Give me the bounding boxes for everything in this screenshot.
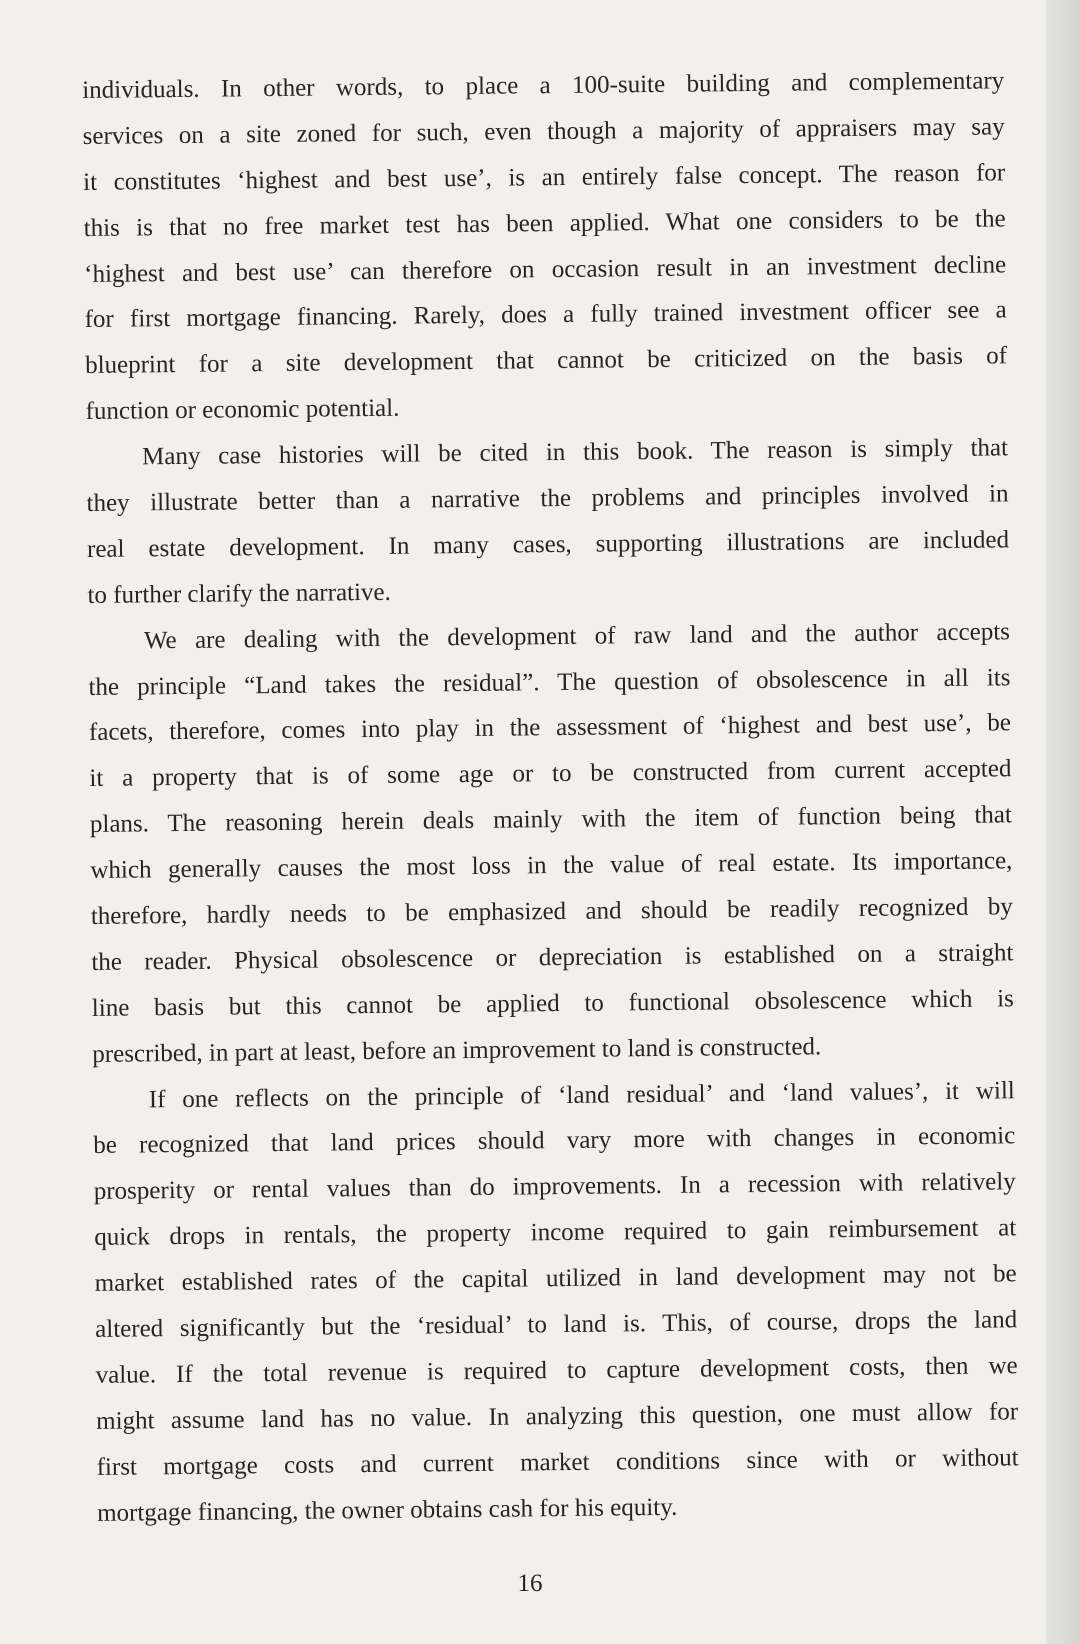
paragraph: [93, 1068, 1020, 1537]
page-edge-shadow: [1046, 0, 1080, 1644]
text-line: for first mortgage financing. Rarely, does a fully trained investment officer see a: [84, 296, 1007, 334]
text-line: therefore, hardly needs to be emphasized and should be readily recognized by: [90, 893, 1013, 930]
text-line: blueprint for a site development that cannot be criticized on the basis of: [84, 342, 1008, 380]
page-number: 16: [517, 1570, 543, 1597]
text-line: might assume land has no value. In analyzing this question, one must allow for: [96, 1398, 1019, 1435]
text-line: line basis but this cannot be applied to functional obsolescence which is: [91, 985, 1014, 1022]
text-line: quick drops in rentals, the property income required to gain reimbursement at: [94, 1214, 1017, 1252]
text-line: altered significantly but the ‘residual’ to land is. This, of course, drops the land: [95, 1306, 1018, 1343]
text-line: ‘highest and best use’ can therefore on occasion result in an investment decline: [84, 250, 1007, 288]
text-line: value. If the total revenue is required to capture development costs, then we: [95, 1352, 1018, 1389]
text-line: they illustrate better than a narrative the problems and principles involved in: [86, 480, 1009, 517]
text-line: this is that no free market test has been applied. What one considers to be the: [83, 205, 1006, 242]
text-line: which generally causes the most loss in the value of real estate. Its importance,: [90, 847, 1013, 885]
paragraph: [82, 58, 1008, 435]
text-line: function or economic potential.: [85, 394, 400, 426]
text-line: the principle “Land takes the residual”. The question of obsolescence in all its: [88, 663, 1011, 701]
text-line: Many case histories will be cited in this book. The reason is simply that: [141, 434, 1009, 471]
text-line: to further clarify the narrative.: [87, 578, 391, 609]
text-line: facets, therefore, comes into play in the assessment of ‘highest and best use’, be: [88, 709, 1012, 747]
text-line: real estate development. In many cases, supporting illustrations are included: [86, 526, 1010, 563]
text-line: first mortgage costs and current market conditions since with or without: [96, 1443, 1019, 1481]
text-line: the reader. Physical obsolescence or depreciation is established on a straight: [91, 939, 1014, 976]
text-line: it a property that is of some age or to be constructed from current accepted: [89, 755, 1012, 793]
body-text: [82, 58, 1019, 1536]
text-line: mortgage financing, the owner obtains cash for his equity.: [96, 1493, 678, 1527]
text-line: prosperity or rental values than do improvements. In a recession with relatively: [93, 1168, 1016, 1206]
text-line: plans. The reasoning herein deals mainly with the item of function being that: [89, 801, 1013, 839]
text-line: prescribed, in part at least, before an improvement to land is constructed.: [92, 1033, 822, 1068]
text-line: We are dealing with the development of raw land and the author accepts: [143, 618, 1011, 655]
text-line: services on a site zoned for such, even though a majority of appraisers may say: [82, 113, 1005, 150]
paragraph: [88, 609, 1015, 1078]
text-line: market established rates of the capital utilized in land development may not be: [94, 1260, 1017, 1298]
text-line: individuals. In other words, to place a 100-suite building and complementary: [82, 67, 1005, 104]
paragraph: [86, 425, 1010, 618]
text-line: it constitutes ‘highest and best use’, is an entirely false concept. The reason for: [83, 159, 1006, 196]
text-line: If one reflects on the principle of ‘land residual’ and ‘land values’, it will: [148, 1076, 1015, 1113]
text-line: be recognized that land prices should vary more with changes in economic: [93, 1122, 1016, 1160]
